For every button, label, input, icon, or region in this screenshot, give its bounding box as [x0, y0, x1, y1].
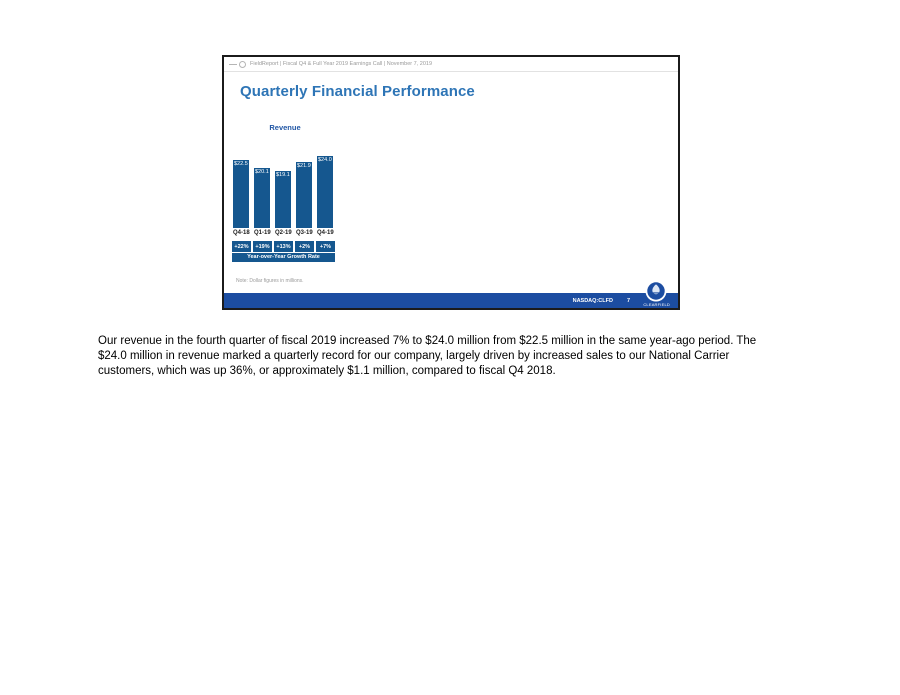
slide-header-text: FieldReport | Fiscal Q4 & Full Year 2019 Earnings Call | November 7, 2019 — [250, 61, 433, 67]
bars-row — [233, 156, 337, 228]
category-label: Q4-18 — [233, 230, 250, 236]
growth-rate-cell: +19% — [253, 241, 272, 252]
slide-header — [224, 57, 678, 72]
ticker-label: NASDAQ:CLFD — [572, 297, 613, 304]
revenue-bar-chart — [233, 123, 337, 262]
bar-value-label: $19.1 — [276, 172, 290, 178]
growth-cells — [232, 241, 335, 252]
revenue-bar — [233, 160, 249, 228]
bar-value-label: $20.1 — [255, 169, 269, 175]
growth-rate-cell: +7% — [316, 241, 335, 252]
growth-rate-strip — [232, 241, 335, 262]
chart-footnote: Note: Dollar figures in millions. — [236, 278, 304, 284]
clearfield-logo-icon — [645, 280, 667, 302]
bar-value-label: $21.9 — [297, 163, 311, 169]
growth-rate-cell: +13% — [274, 241, 293, 252]
categories-row — [233, 230, 337, 236]
chart-title: Revenue — [269, 123, 301, 132]
transcript-paragraph: Our revenue in the fourth quarter of fiscal 2019 increased 7% to $24.0 million from $22.5 million in the same year-ago period. The $24.0 million in revenue marked a quarterly record for our company, largely driven by increased sales to our National Carrier customers, which was up 36%, or approximately $1.1 million, compared to fiscal Q4 2018. — [98, 335, 757, 377]
category-label: Q4-19 — [317, 230, 334, 236]
slide-title: Quarterly Financial Performance — [240, 83, 475, 100]
embedded-slide — [222, 55, 680, 310]
logo-wordmark: CLEARFIELD — [643, 302, 670, 307]
circle-marker-icon — [239, 61, 246, 68]
growth-rate-cell: +2% — [295, 241, 314, 252]
bar-value-label: $24.0 — [318, 157, 332, 163]
slide-page-number: 7 — [626, 297, 630, 304]
category-label: Q1-19 — [254, 230, 271, 236]
revenue-bar — [296, 162, 312, 228]
category-label: Q2-19 — [275, 230, 292, 236]
revenue-bar — [317, 156, 333, 228]
dash-icon — [229, 64, 237, 65]
slide-footer-bar — [224, 293, 678, 308]
revenue-bar — [254, 168, 270, 228]
bar-value-label: $22.5 — [234, 161, 248, 167]
growth-caption: Year-over-Year Growth Rate — [232, 253, 335, 262]
growth-rate-cell: +22% — [232, 241, 251, 252]
revenue-bar — [275, 171, 291, 228]
category-label: Q3-19 — [296, 230, 313, 236]
